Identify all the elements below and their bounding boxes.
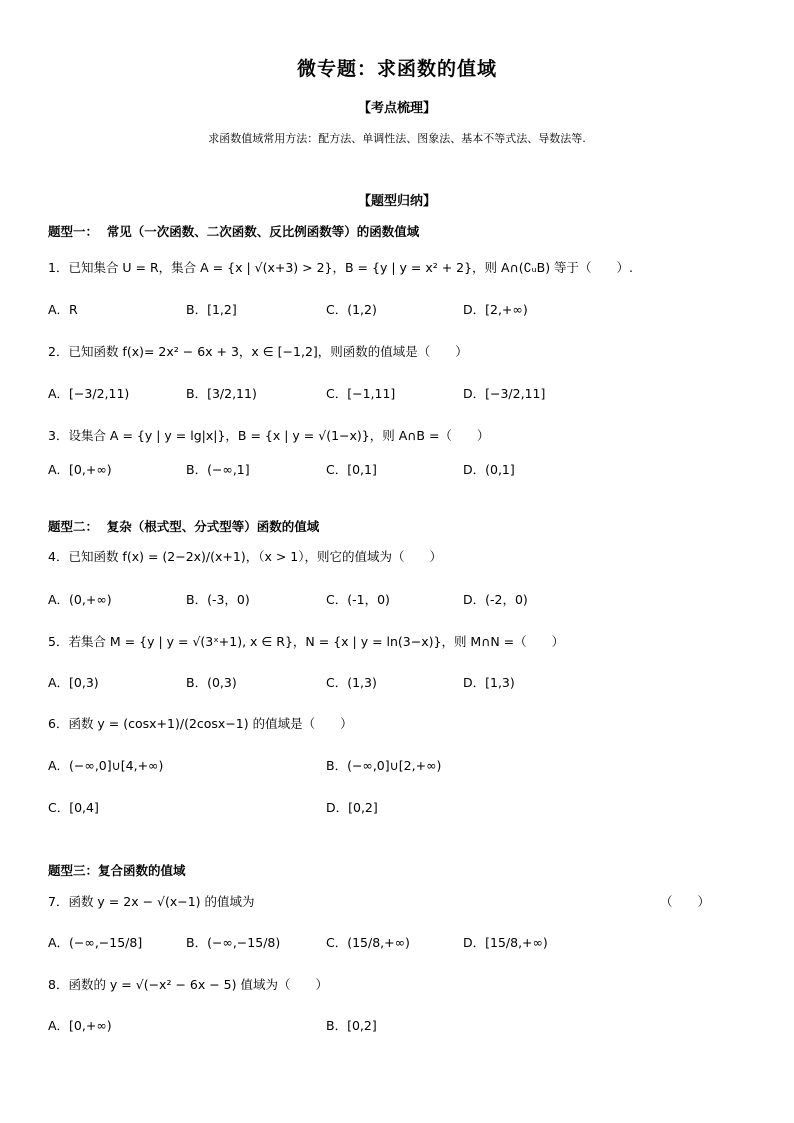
page-title: 微专题：求函数的值域 [296, 58, 497, 80]
question-2: 2．已知函数 f(x)= 2x² − 6x + 3，x ∈ [−1,2]，则函数的值域是（ ） [48, 344, 468, 359]
q1-option-d[interactable]: D．[2,+∞) [463, 302, 528, 317]
q5-option-c[interactable]: C．(1,3) [326, 675, 377, 690]
q1-option-c[interactable]: C．(1,2) [326, 302, 377, 317]
q2-option-b[interactable]: B．[3/2,11) [186, 386, 257, 401]
question-6: 6．函数 y = (cosx+1)/(2cosx−1) 的值域是（ ） [48, 716, 353, 731]
q4-option-b[interactable]: B．(-3，0) [186, 592, 250, 607]
q5-option-a[interactable]: A．[0,3) [48, 675, 99, 690]
q2-option-a[interactable]: A．[−3/2,11) [48, 386, 130, 401]
q8-option-b[interactable]: B．[0,2] [326, 1018, 377, 1033]
q4-option-d[interactable]: D．(-2，0) [463, 592, 528, 607]
type-heading-3: 题型三：复合函数的值域 [48, 863, 186, 878]
q3-option-c[interactable]: C．[0,1] [326, 462, 377, 477]
q1-option-a[interactable]: A．R [48, 302, 78, 317]
question-7: 7．函数 y = 2x − √(x−1) 的值域为 [48, 894, 255, 909]
q1-option-b[interactable]: B．[1,2] [186, 302, 237, 317]
q2-option-d[interactable]: D．[−3/2,11] [463, 386, 546, 401]
q4-option-c[interactable]: C．(-1，0) [326, 592, 390, 607]
q5-option-b[interactable]: B．(0,3) [186, 675, 237, 690]
q8-option-a[interactable]: A．[0,+∞) [48, 1018, 112, 1033]
question-3: 3．设集合 A = {y | y = lg|x|}，B = {x | y = √(1−x)}，则 A∩B =（ ） [48, 428, 490, 443]
type-heading-1: 题型一： 常见（一次函数、二次函数、反比例函数等）的函数值域 [48, 224, 420, 239]
q7-option-b[interactable]: B．(−∞,−15/8) [186, 935, 281, 950]
q4-option-a[interactable]: A．(0,+∞) [48, 592, 112, 607]
q7-option-c[interactable]: C．(15/8,+∞) [326, 935, 410, 950]
q7-option-d[interactable]: D．[15/8,+∞) [463, 935, 548, 950]
q6-option-d[interactable]: D．[0,2] [326, 800, 378, 815]
q2-option-c[interactable]: C．[−1,11] [326, 386, 396, 401]
q3-option-a[interactable]: A．[0,+∞) [48, 462, 112, 477]
question-1: 1．已知集合 U = R，集合 A = {x | √(x+3) > 2}，B = {y | y = x² + 2}，则 A∩(∁ᵤB) 等于（ ）. [48, 260, 634, 275]
section-heading-review: 【考点梳理】 [357, 101, 436, 116]
q7-option-a[interactable]: A．(−∞,−15/8] [48, 935, 143, 950]
type-heading-2: 题型二： 复杂（根式型、分式型等）函数的值域 [48, 519, 320, 534]
q6-option-c[interactable]: C．[0,4] [48, 800, 99, 815]
question-8: 8．函数的 y = √(−x² − 6x − 5) 值域为（ ） [48, 977, 328, 992]
section-heading-types: 【题型归纳】 [357, 194, 436, 209]
question-4: 4．已知函数 f(x) = (2−2x)/(x+1)，（x > 1），则它的值域为（ ） [48, 549, 442, 564]
q3-option-b[interactable]: B．(−∞,1] [186, 462, 250, 477]
q6-option-b[interactable]: B．(−∞,0]∪[2,+∞) [326, 758, 442, 773]
intro-text: 求函数值域常用方法：配方法、单调性法、图象法、基本不等式法、导数法等. [208, 132, 586, 145]
question-5: 5．若集合 M = {y | y = √(3ˣ+1), x ∈ R}，N = {x | y = ln(3−x)}，则 M∩N =（ ） [48, 634, 565, 649]
q7-answer-paren: （ ） [660, 894, 711, 909]
q6-option-a[interactable]: A．(−∞,0]∪[4,+∞) [48, 758, 164, 773]
q3-option-d[interactable]: D．(0,1] [463, 462, 515, 477]
q5-option-d[interactable]: D．[1,3) [463, 675, 515, 690]
